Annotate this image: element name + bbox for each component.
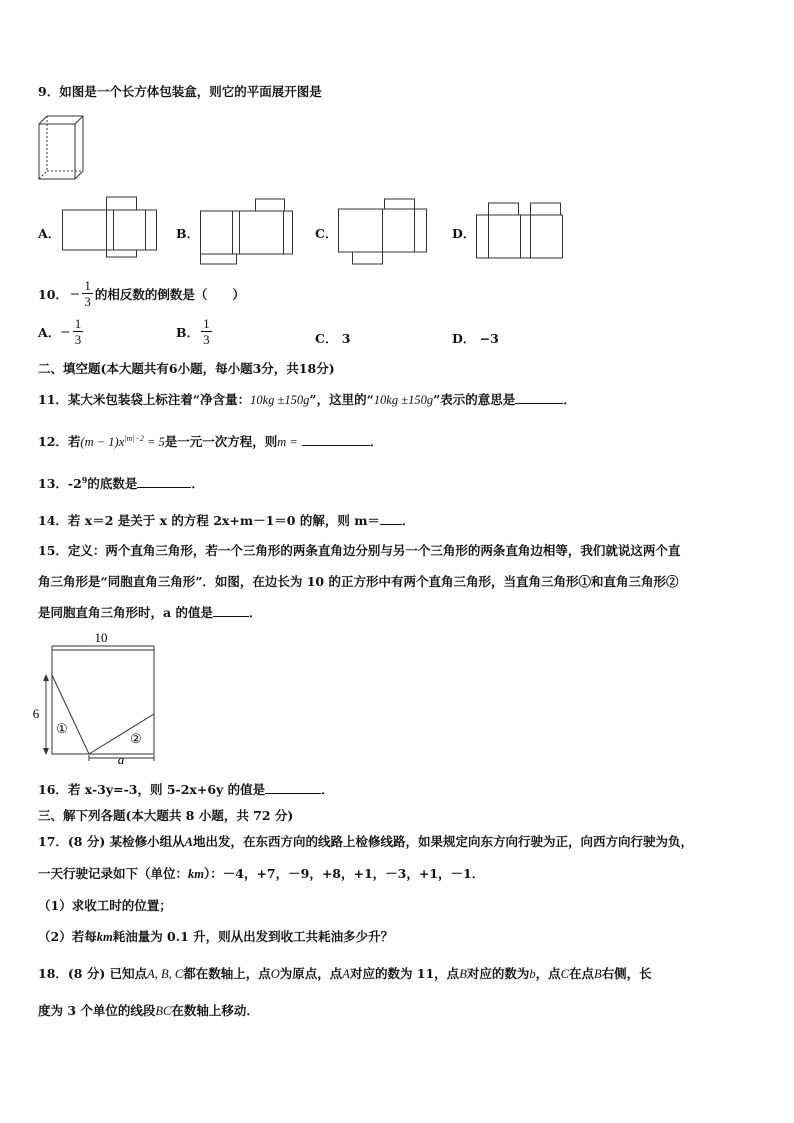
q14-text: [38, 511, 414, 529]
q9-option-c-net: [338, 198, 430, 266]
q18-part-h: 右侧，长: [601, 966, 652, 981]
q12-math2: = 5: [143, 435, 165, 449]
q12-part1: 12．若: [38, 434, 81, 449]
q18-part-d: 对应的数为 11，点: [349, 966, 460, 981]
q11-math1: 10kg ±150g: [250, 393, 310, 407]
q18-points: A, B, C: [147, 967, 184, 981]
q11-part2: ”，这里的“: [309, 392, 374, 407]
q13-part1: 13．-2: [38, 476, 82, 491]
q11-end: ．: [563, 392, 576, 407]
q18-part-e: 对应的数为: [466, 966, 530, 981]
q10-frac-denominator: 3: [84, 294, 91, 309]
q17-point-a: A: [184, 835, 193, 849]
q12-math3: m =: [277, 435, 298, 449]
q18-line2-b: 在数轴上移动．: [171, 1003, 259, 1018]
q15-segment-label-a: a: [117, 752, 125, 767]
q18-point-b2: B: [593, 967, 602, 981]
q17-sub2-a: （2）若每: [38, 929, 97, 944]
q10-frac-numerator: 1: [84, 278, 91, 293]
q10-stem-tail: 的相反数的倒数是（ ）: [94, 286, 245, 302]
q10-a-numerator: 1: [74, 316, 82, 331]
q18-line2: [38, 1001, 259, 1019]
q17-line2-a: 一天行驶记录如下（单位：: [38, 866, 189, 881]
q15-side-label-10: 10: [94, 630, 108, 645]
q18-part-b: 都在数轴上，点: [183, 966, 271, 981]
q17-unit: km: [188, 867, 204, 881]
q17-line1-b: 地出发，在东西方向的线路上检修线路，如果规定向东方向行驶为正，向西方向行驶为负，: [192, 834, 693, 849]
q15-line2: 角三角形是“同胞直角三角形”．如图，在边长为 10 的正方形中有两个直角三角形，当直角三角形①和直角三角形②: [38, 574, 679, 589]
q17-line2-b: ）：－4，+7，－9，+8，+1，－3，+1，－1．: [204, 866, 485, 881]
q10-option-a: [38, 316, 85, 347]
q18-var-b: b: [529, 967, 536, 981]
q10-stem: [38, 278, 245, 309]
q17-sub1: （1）求收工时的位置；: [38, 898, 172, 913]
q10-option-b: [176, 316, 214, 347]
q18-part-g: 在点: [568, 966, 594, 981]
q15-side-label-6: 6: [32, 706, 40, 721]
q9-option-a-net: [62, 196, 158, 258]
section-3-heading: 三、解下列各题(本大题共 8 小题，共 72 分): [38, 808, 294, 823]
q10-option-a-minus: −: [60, 324, 71, 339]
q17-line1: [38, 832, 693, 850]
q13-end: ．: [191, 476, 204, 491]
q10-b-numerator: 1: [203, 316, 210, 331]
q16-part1: 16．若 x-3y=-3，则 5-2x+6y 的值是: [38, 782, 266, 797]
q13-answer-blank[interactable]: [137, 475, 191, 488]
q11-text: [38, 390, 576, 408]
q17-line2: [38, 864, 484, 882]
q18-segment-bc: BC: [155, 1004, 172, 1018]
q10-b-denominator: 3: [203, 332, 210, 347]
q15-answer-blank[interactable]: [213, 604, 249, 617]
q17-line1-a: 17．(8 分) 某检修小组从: [38, 834, 185, 849]
q17-sub2: [38, 927, 393, 945]
q18-part-a: 18．(8 分) 已知点: [38, 966, 148, 981]
q10-option-b-fraction: [201, 316, 212, 347]
q17-sub2-unit: km: [96, 930, 113, 944]
q9-option-b-net: [200, 198, 294, 266]
q9-option-d-net: [476, 202, 566, 260]
section-2-heading: 二、填空题(本大题共有6小题，每小题3分，共18分): [38, 361, 335, 376]
q18-point-c: C: [560, 967, 569, 981]
q18-part-f: ，点: [535, 966, 561, 981]
q11-part3: ”表示的意思是: [433, 392, 516, 407]
q17-sub2-b: 耗油量为 0.1 升，则从出发到收工共耗油多少升？: [112, 929, 394, 944]
q10-a-denominator: 3: [74, 332, 82, 347]
q18-origin: O: [270, 967, 280, 981]
q18-line1: [38, 964, 652, 982]
q12-text: [38, 432, 382, 450]
q18-point-a: A: [342, 967, 350, 981]
q16-text: [38, 780, 334, 798]
q18-point-b: B: [459, 967, 467, 981]
q18-part-c: 为原点，点: [279, 966, 343, 981]
q15-triangle-2-label: ②: [130, 731, 142, 746]
q10-fraction: [82, 278, 93, 309]
q11-math2: 10kg ±150g: [373, 393, 434, 407]
q16-answer-blank[interactable]: [265, 781, 321, 794]
q15-triangle-1-label: ①: [56, 721, 68, 736]
q9-option-a-label: A．: [38, 226, 61, 241]
q9-option-b-label: B．: [176, 226, 200, 241]
q16-end: ．: [321, 782, 334, 797]
q13-part2: 的底数是: [87, 476, 138, 491]
q18-line2-a: 度为 3 个单位的线段: [38, 1003, 156, 1018]
q12-exponent: |m|−2: [124, 433, 144, 443]
q9-option-c-label: C．: [315, 226, 338, 241]
q15-line3-text: 是同胞直角三角形时，a 的值是: [38, 605, 213, 620]
q11-part1: 11．某大米包装袋上标注着“净含量：: [38, 392, 251, 407]
q10-option-a-label: A．: [38, 324, 61, 340]
q10-option-a-fraction: [73, 316, 84, 347]
q15-square-figure: [30, 628, 160, 768]
q10-minus: −: [69, 286, 81, 301]
q10-option-c: C． 3: [315, 331, 351, 346]
q12-answer-blank[interactable]: [302, 433, 370, 446]
q9-stem: 9．如图是一个长方体包装盒，则它的平面展开图是: [38, 84, 322, 99]
q15-end: ．: [248, 605, 262, 620]
q9-option-d-label: D．: [452, 226, 476, 241]
q15-line3: [38, 603, 261, 621]
q10-number: 10．: [38, 286, 68, 302]
q12-math1: (m − 1)x: [80, 435, 125, 449]
q9-box-figure: [38, 115, 84, 181]
q14-part1: 14．若 x＝2 是关于 x 的方程 2x+m－1＝0 的解，则 m＝: [38, 513, 380, 528]
q13-exponent: 9: [81, 474, 88, 485]
q15-line1: 15．定义：两个直角三角形，若一个三角形的两条直角边分别与另一个三角形的两条直角边相等，我们就说这两个直: [38, 543, 681, 558]
q13-text: [38, 474, 204, 492]
q14-answer-blank[interactable]: [380, 512, 402, 525]
q10-option-b-label: B．: [176, 324, 200, 340]
q12-end: ．: [369, 434, 383, 449]
q12-part2: 是一元一次方程，则: [164, 434, 278, 449]
q14-end: ．: [401, 513, 415, 528]
q11-answer-blank[interactable]: [515, 391, 563, 404]
q10-option-d: D． −3: [452, 331, 499, 346]
